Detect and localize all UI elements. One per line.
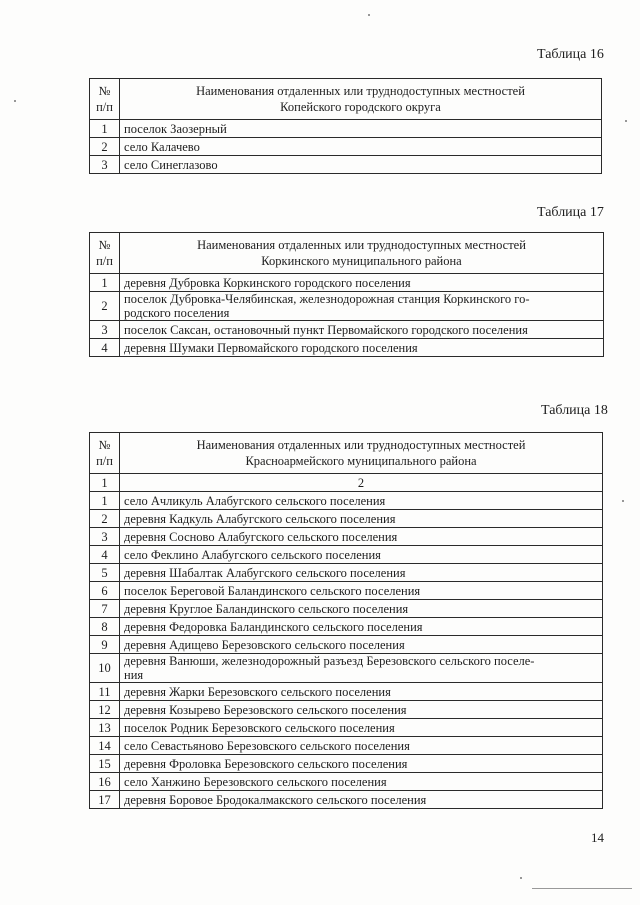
locality-name: село Калачево <box>120 138 602 156</box>
locality-name: поселок Родник Березовского сельского поселения <box>120 719 603 737</box>
locality-name: поселок Саксан, остановочный пункт Первомайского городского поселения <box>120 321 604 339</box>
row-number: 2 <box>90 138 120 156</box>
table-row <box>90 339 604 357</box>
table-row <box>90 773 603 791</box>
table-17-caption: Таблица 17 <box>537 205 604 220</box>
locality-name: поселок Заозерный <box>120 120 602 138</box>
column-index-name: 2 <box>120 474 603 492</box>
locality-name: деревня Фроловка Березовского сельского поселения <box>120 755 603 773</box>
locality-name: село Синеглазово <box>120 156 602 174</box>
locality-name: деревня Кадкуль Алабугского сельского поселения <box>120 510 603 528</box>
table-row <box>90 564 603 582</box>
table-row <box>90 618 603 636</box>
table-row <box>90 719 603 737</box>
row-number: 7 <box>90 600 120 618</box>
scan-speck <box>14 100 16 102</box>
table-row <box>90 683 603 701</box>
table-18 <box>89 432 603 809</box>
locality-name: село Севастьяново Березовского сельского поселения <box>120 737 603 755</box>
table-row <box>90 701 603 719</box>
locality-name: деревня Козырево Березовского сельского поселения <box>120 701 603 719</box>
locality-name: деревня Адищево Березовского сельского поселения <box>120 636 603 654</box>
row-number: 2 <box>90 292 120 321</box>
table-row <box>90 737 603 755</box>
locality-name: деревня Круглое Баландинского сельского поселения <box>120 600 603 618</box>
row-number: 1 <box>90 492 120 510</box>
table-row <box>90 292 604 321</box>
table-row <box>90 321 604 339</box>
page-number: 14 <box>591 830 604 845</box>
table-row <box>90 120 602 138</box>
locality-name: поселок Дубровка-Челябинская, железнодорожная станция Коркинского го- родского поселения <box>120 292 604 321</box>
row-number: 4 <box>90 546 120 564</box>
column-header-title: Наименования отдаленных или труднодоступных местностей Красноармейского муниципального района <box>120 433 603 474</box>
row-number: 10 <box>90 654 120 683</box>
column-header-number: № п/п <box>90 233 120 274</box>
column-header-number: № п/п <box>90 79 120 120</box>
row-number: 12 <box>90 701 120 719</box>
row-number: 1 <box>90 274 120 292</box>
row-number: 11 <box>90 683 120 701</box>
table-row <box>90 510 603 528</box>
table-16 <box>89 78 602 174</box>
column-index-row <box>90 474 603 492</box>
header-row <box>90 233 604 274</box>
row-number: 5 <box>90 564 120 582</box>
table-16-caption: Таблица 16 <box>537 47 604 62</box>
table-row <box>90 791 603 809</box>
row-number: 9 <box>90 636 120 654</box>
column-index-number: 1 <box>90 474 120 492</box>
locality-name: поселок Береговой Баландинского сельского поселения <box>120 582 603 600</box>
scan-speck <box>520 877 522 879</box>
column-header-number: № п/п <box>90 433 120 474</box>
locality-name: село Феклино Алабугского сельского поселения <box>120 546 603 564</box>
locality-name: деревня Боровое Бродокалмакского сельского поселения <box>120 791 603 809</box>
row-number: 14 <box>90 737 120 755</box>
header-row <box>90 433 603 474</box>
locality-name: село Ачликуль Алабугского сельского поселения <box>120 492 603 510</box>
row-number: 17 <box>90 791 120 809</box>
locality-name: деревня Ванюши, железнодорожный разъезд Березовского сельского поселе- ния <box>120 654 603 683</box>
table-row <box>90 546 603 564</box>
table-row <box>90 654 603 683</box>
table-row <box>90 600 603 618</box>
row-number: 15 <box>90 755 120 773</box>
table-row <box>90 755 603 773</box>
row-number: 6 <box>90 582 120 600</box>
row-number: 3 <box>90 156 120 174</box>
scan-speck <box>625 120 627 122</box>
locality-name: село Ханжино Березовского сельского поселения <box>120 773 603 791</box>
table-row <box>90 138 602 156</box>
row-number: 4 <box>90 339 120 357</box>
row-number: 3 <box>90 321 120 339</box>
table-17 <box>89 232 604 357</box>
table-row <box>90 528 603 546</box>
table-row <box>90 156 602 174</box>
scan-speck <box>368 14 370 16</box>
row-number: 13 <box>90 719 120 737</box>
table-row <box>90 274 604 292</box>
locality-name: деревня Шумаки Первомайского городского поселения <box>120 339 604 357</box>
table-18-caption: Таблица 18 <box>541 403 608 418</box>
locality-name: деревня Сосново Алабугского сельского поселения <box>120 528 603 546</box>
row-number: 16 <box>90 773 120 791</box>
locality-name: деревня Федоровка Баландинского сельского поселения <box>120 618 603 636</box>
row-number: 3 <box>90 528 120 546</box>
table-row <box>90 582 603 600</box>
column-header-title: Наименования отдаленных или труднодоступных местностей Коркинского муниципального района <box>120 233 604 274</box>
table-row <box>90 492 603 510</box>
locality-name: деревня Шабалтак Алабугского сельского поселения <box>120 564 603 582</box>
scan-line <box>532 888 632 889</box>
table-row <box>90 636 603 654</box>
scan-speck <box>622 500 624 502</box>
column-header-title: Наименования отдаленных или труднодоступных местностей Копейского городского округа <box>120 79 602 120</box>
row-number: 2 <box>90 510 120 528</box>
locality-name: деревня Дубровка Коркинского городского поселения <box>120 274 604 292</box>
row-number: 8 <box>90 618 120 636</box>
header-row <box>90 79 602 120</box>
row-number: 1 <box>90 120 120 138</box>
locality-name: деревня Жарки Березовского сельского поселения <box>120 683 603 701</box>
